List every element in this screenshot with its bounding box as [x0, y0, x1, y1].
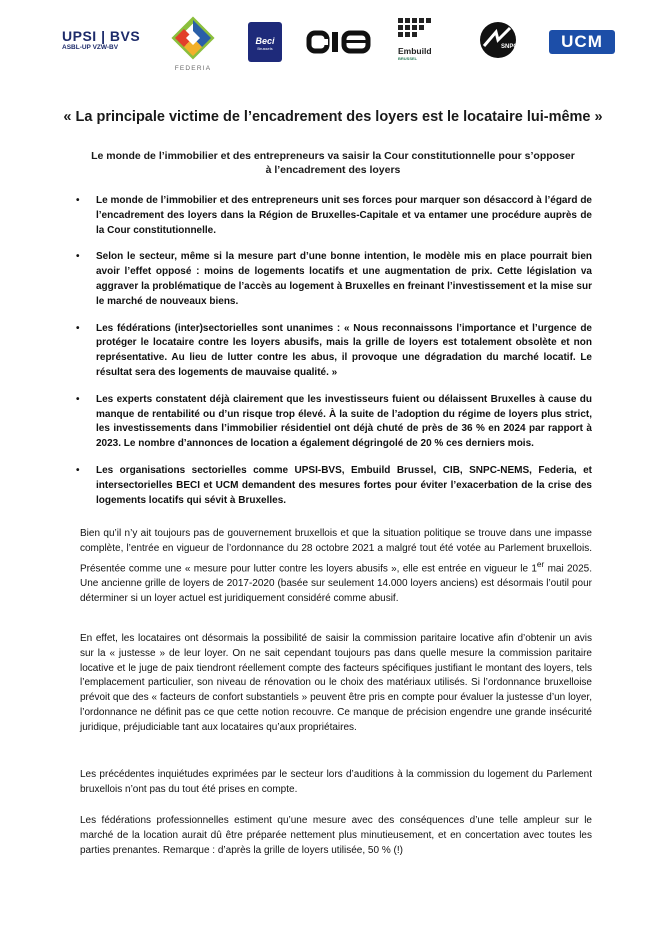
page-subtitle: Le monde de l’immobilier et des entrepreneurs va saisir la Cour constitutionnelle pour s’opposer à l’encadrement des loyers	[91, 150, 575, 176]
upsi-bvs-logo	[62, 28, 140, 51]
snpc-nems-icon	[474, 20, 537, 60]
snpc-logo-text: SNPC NEMS	[501, 44, 537, 50]
embuild-logo-text: Embuild	[398, 46, 432, 56]
embuild-grid-icon	[398, 18, 434, 38]
ordinal-superscript: er	[536, 558, 545, 569]
page-title: « La principale victime de l’encadrement des loyers est le locataire lui-même »	[63, 109, 603, 125]
key-points-list	[76, 194, 592, 520]
logo-bar	[62, 18, 622, 70]
body-paragraph-ordinance	[80, 527, 592, 606]
beci-logo	[248, 22, 282, 62]
embuild-logo-subtext: BRUSSEL	[398, 56, 418, 61]
list-item	[76, 393, 592, 452]
cib-mark-icon	[308, 30, 374, 54]
list-item-text: Le monde de l’immobilier et des entrepreneurs unit ses forces pour marquer son désaccord à l’égard de l’encadrement des loyers dans la Région de Bruxelles-Capitale et va entamer une procédure auprès de la Cour constitutionnelle.	[96, 195, 592, 236]
list-item	[76, 322, 592, 381]
list-item	[76, 194, 592, 238]
embuild-logo	[398, 18, 448, 61]
federia-logo-text: FEDERIA	[174, 65, 212, 72]
bullet-icon: •	[76, 251, 80, 263]
list-item-text: Selon le secteur, même si la mesure part d’une bonne intention, le modèle mis en place pourrait bien avoir l’effet opposé : moins de logements locatifs et une augmentation de prix. Cette législation va aggraver la problématique de l’accès au logement à Bruxelles en freinant l’investissement et la mise sur le marché de nouveaux biens.	[96, 251, 592, 307]
bullet-icon: •	[76, 322, 80, 334]
cib-logo	[308, 30, 374, 59]
federia-logo	[170, 18, 216, 72]
upsi-logo-subtext: ASBL-UP VZW-BV	[62, 44, 119, 51]
list-item	[76, 464, 592, 508]
upsi-logo-text: UPSI | BVS	[62, 28, 141, 44]
list-item-text: Les fédérations (inter)sectorielles sont unanimes : « Nous reconnaissons l’importance et l’urgence de protéger le locataire contre les loyers abusifs, mais la grille de loyers est totalement obsolète et non représentative. Au lieu de lutter contre les abus, il provoque une dégradation du marché locatif. Le résultat sera des logements de mauvaise qualité. »	[96, 322, 592, 378]
federia-diamond-icon	[173, 18, 213, 58]
paragraph-text: Bien qu’il n’y ait toujours pas de gouvernement bruxellois et que la situation politique se trouve dans une impasse complète, l’entrée en vigueur de l’ordonnance du 28 octobre 2021 a malgré tout été votée au Parlement bruxellois. Présentée comme une « mesure pour lutter contre les loyers abusifs », elle est entrée en vigueur le 1	[80, 528, 592, 574]
body-paragraph-commission: En effet, les locataires ont désormais la possibilité de saisir la commission paritaire locative afin d’obtenir un avis sur la « justesse » de leur loyer. On ne sait cependant toujours pas dans quelle mesure la commission paritaire locative et le juge de paix tiendront réellement compte des facteurs spécifiques justifiant le montant des loyers, tels l’emplacement particulier, son niveau de rénovation ou le choix des matériaux utilisés. Si l’ordonnance bruxelloise prévoit que des « facteurs de confort substantiels » peuvent être pris en compte pour évaluer la justesse d’un loyer, l’ordonnance ne définit pas ce que cette notion recouvre. Ce manque de précision engendre une grande insécurité juridique, préjudiciable tant aux locataires qu’aux propriétaires.	[80, 633, 592, 733]
beci-logo-text: Beci	[255, 36, 275, 46]
paragraph-text: mai 2025. Une ancienne grille de loyers de 2017-2020 (basée sur seulement 14.000 loyers anciens) est désormais l’outil pour déterminer si un loyer actuel est juridiquement considéré comme abusif.	[80, 562, 592, 604]
body-paragraph-federations: Les fédérations professionnelles estiment qu’une mesure avec des conséquences d’une telle ampleur sur le marché de la location aurait dû être préparée nettement plus minutieusement, et en concertation avec toutes les parties prenantes. Remarque : d’après la grille de loyers utilisée, 50 % (!)	[80, 815, 592, 856]
list-item-text: Les organisations sectorielles comme UPSI-BVS, Embuild Brussel, CIB, SNPC-NEMS, Federia, et intersectorielles BECI et UCM demandent des mesures fortes pour éviter l’exacerbation de la crise des logements locatifs qui sévit à Bruxelles.	[96, 464, 592, 506]
list-item	[76, 250, 592, 309]
snpc-nems-logo	[474, 20, 537, 65]
list-item-text: Les experts constatent déjà clairement que les investisseurs fuient ou délaissent Bruxelles à cause du manque de rentabilité ou d’un risque trop élevé. À la suite de l’adoption du régime de loyers plus strict, les investissements dans l’immobilier résidentiel ont déjà chuté de près de 36 % en 2024 par rapport à 2023. Le nombre d’annonces de location a également dégringolé de 20 % ces derniers mois.	[96, 393, 592, 450]
bullet-icon: •	[76, 464, 80, 476]
beci-logo-subtext: Brussels	[257, 46, 273, 51]
bullet-icon: •	[76, 195, 80, 206]
ucm-logo: UCM	[549, 30, 615, 54]
bullet-icon: •	[76, 393, 80, 405]
body-paragraph-concerns: Les précédentes inquiétudes exprimées par le secteur lors d’auditions à la commission du logement du Parlement bruxellois n’ont pas du tout été prises en compte.	[80, 769, 592, 795]
